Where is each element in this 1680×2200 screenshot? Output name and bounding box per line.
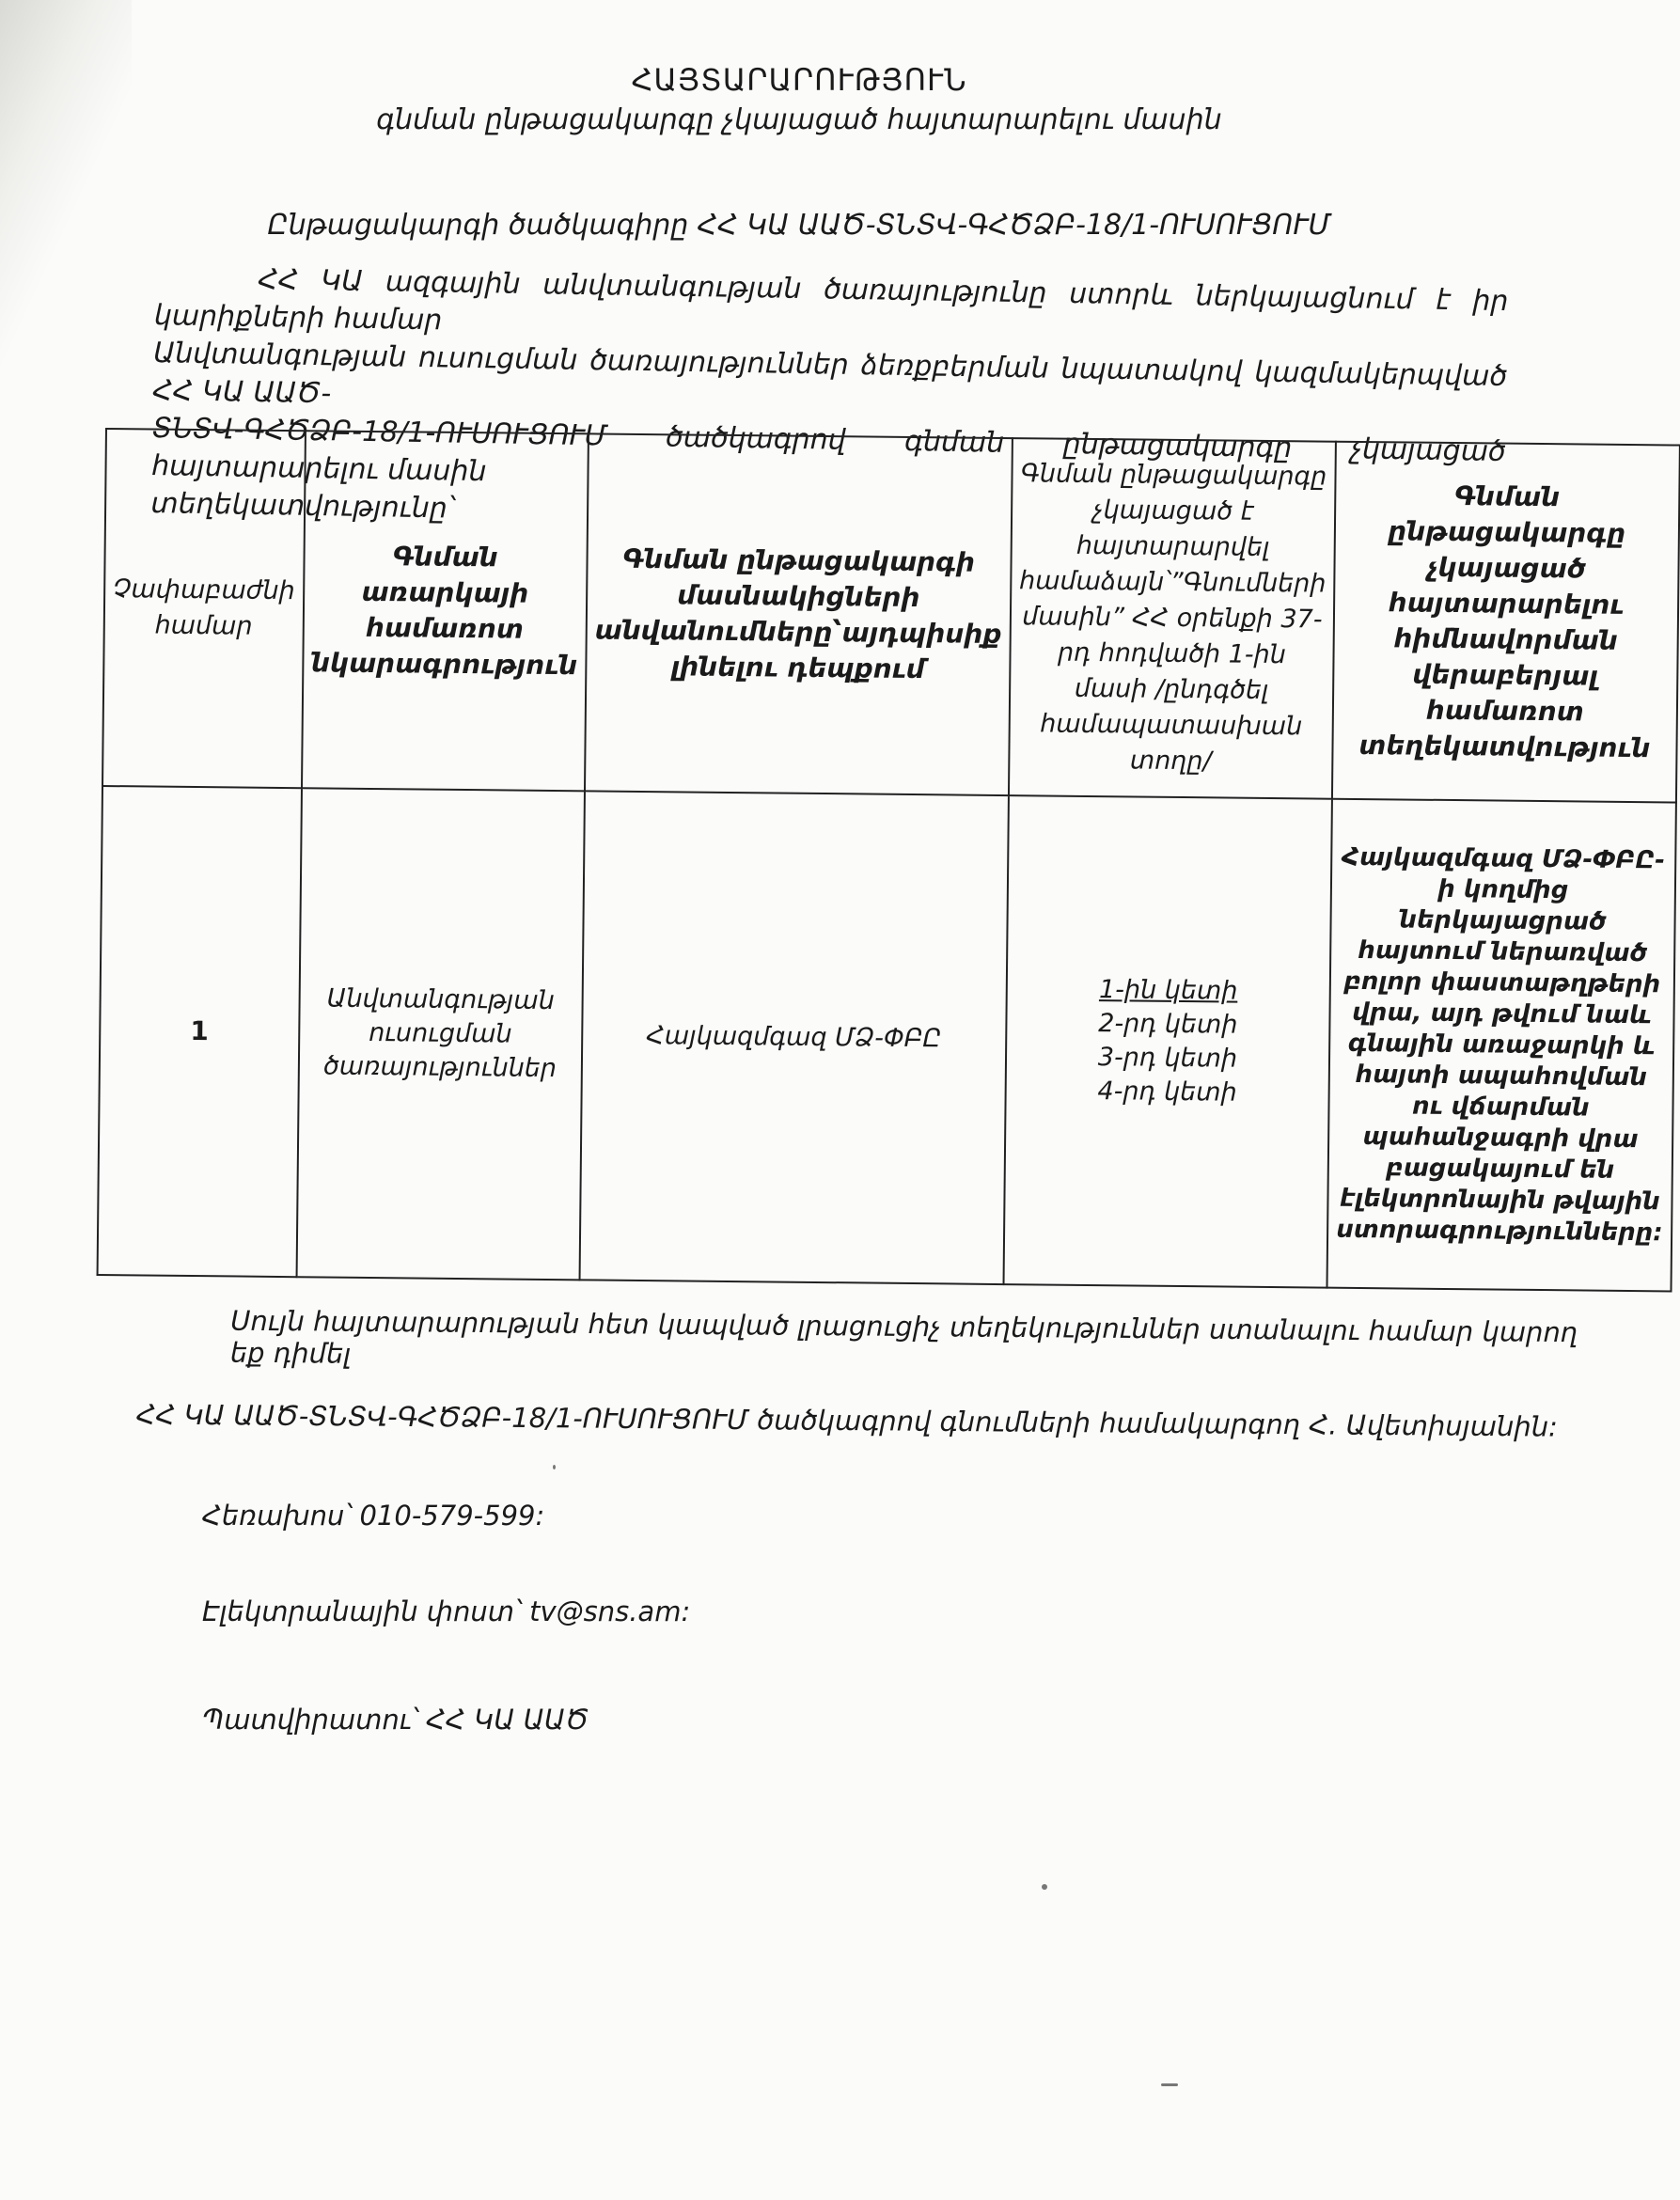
scan-speck xyxy=(1042,1884,1047,1890)
header-lot-number: Չափաբաժնի համար xyxy=(102,429,306,788)
client-line: Պատվիրատու՝ ՀՀ ԿԱ ԱԱԾ xyxy=(202,1704,589,1736)
intro-line-4: տեղեկատվությունը՝ xyxy=(150,486,455,526)
scan-speck xyxy=(553,1465,556,1469)
cell-lot-number: 1 xyxy=(98,786,302,1277)
point-item: 3-րդ կետի xyxy=(1097,1043,1238,1074)
header-participants: Գնման ընթացակարգի մասնակիցների անվանումները՝այդպիսիք լինելու դեպքում xyxy=(585,433,1013,795)
cell-participant: Հայկազմգազ ՄՁ-ՓԲԸ xyxy=(579,791,1008,1284)
scan-shadow xyxy=(0,0,132,395)
phone-line: Հեռախոս՝ 010-579-599: xyxy=(202,1500,545,1532)
cell-law-points xyxy=(1003,795,1332,1288)
header-justification: Գնման ընթացակարգը չկայացած հայտարարելու հիմնավորման վերաբերյալ համառոտ տեղեկատվություն xyxy=(1332,442,1679,803)
table-header-row xyxy=(102,429,1679,803)
header-law-reference: Գնման ընթացակարգը չկայացած է հայտարարվել համաձայն՝”Գնումների մասին” ՀՀ օրենքի 37-րդ հոդվածի 1-ին մասի /ընդգծել համապատասխան տողը/ xyxy=(1009,438,1336,799)
coordinator-line: ՀՀ ԿԱ ԱԱԾ-ՏՆՏՎ-ԳՀԾՁԲ-18/1-ՈՒՍՈՒՑՈՒՄ ծածկագրով գնումների համակարգող Հ. Ավետիսյանին: xyxy=(135,1398,1559,1443)
header-subject: Գնման առարկայի համառոտ նկարագրություն xyxy=(302,431,589,791)
point-item: 2-րդ կետի xyxy=(1098,1009,1238,1040)
point-item-selected: 1-ին կետի xyxy=(1098,975,1238,1006)
intro-line-2: Անվտանգության ուսուցման ծառայություններ ձեռքբերման նպատակով կազմակերպված ՀՀ ԿԱ ԱԱԾ- xyxy=(152,336,1508,411)
scan-speck xyxy=(1161,2083,1178,2086)
intro-line-1: ՀՀ ԿԱ ազգային անվտանգության ծառայությունը ստորև ներկայացնում է իր կարիքների համար xyxy=(153,262,1509,338)
table-row xyxy=(98,786,1676,1291)
document-title: ՀԱՅՏԱՐԱՐՈՒԹՅՈՒՆ xyxy=(631,62,967,98)
procedure-code-line: Ընթացակարգի ծածկագիրը ՀՀ ԿԱ ԱԱԾ-ՏՆՏՎ-ԳՀԾՁԲ-18/1-ՈՒՍՈՒՑՈՒՄ xyxy=(267,209,1331,242)
contact-info-line: Սույն հայտարարության հետ կապված լրացուցիչ տեղեկություններ ստանալու համար կարող եք դիմել xyxy=(229,1304,1578,1370)
email-line: Էլեկտրանային փոստ՝ tv@sns.am: xyxy=(202,1595,691,1627)
cell-justification: Հայկազմգազ ՄՁ-ՓԲԸ-ի կողմից ներկայացրած հայտում ներառված բոլոր փաստաթղթերի վրա, այդ թվում նաև գնային առաջարկի և հայտի ապահովման ու վճարման պահանջագրի վրա բացակայում են էլեկտրոնային թվային ստորագրությունները: xyxy=(1327,799,1676,1292)
document-subtitle: գնման ընթացակարգը չկայացած հայտարարելու մասին xyxy=(376,103,1222,136)
point-item: 4-րդ կետի xyxy=(1097,1076,1237,1108)
intro-line-3: ՏՆՏՎ-ԳՀԾՁԲ-18/1-ՈՒՍՈՒՑՈՒՄ ծածկագրով գնման ընթացակարգը չկայացած հայտարարելու մասին xyxy=(150,411,1506,489)
cell-subject: Անվտանգության ուսուցման ծառայություններ xyxy=(296,788,585,1280)
procurement-table xyxy=(97,428,1680,1292)
